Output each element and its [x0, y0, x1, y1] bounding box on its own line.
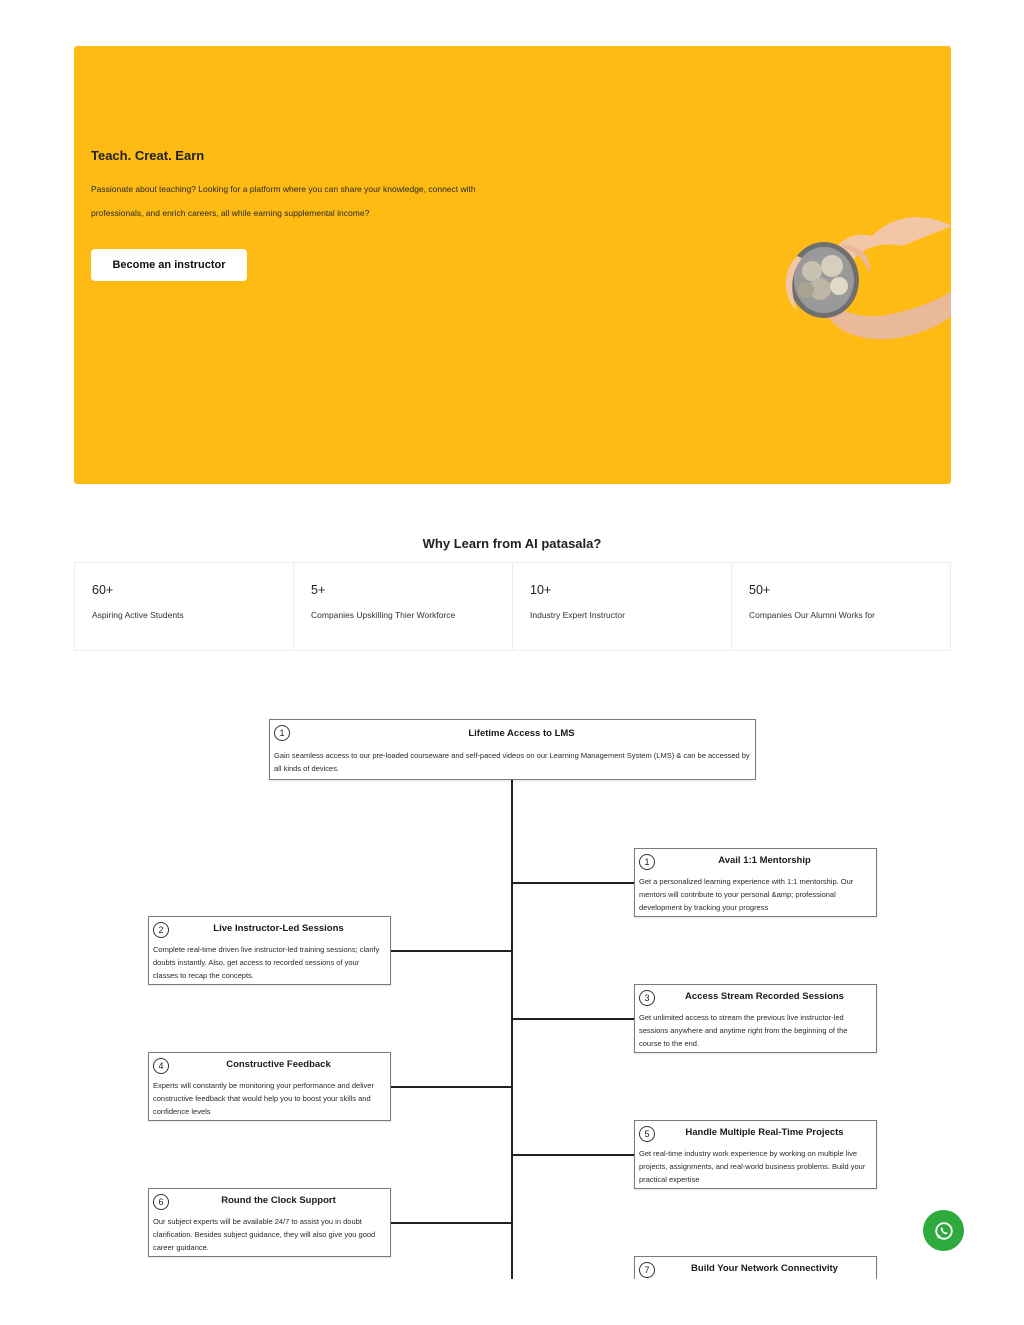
whatsapp-chat-button[interactable]: [923, 1210, 964, 1251]
timeline-connector: [390, 1222, 511, 1224]
timeline-connector: [390, 1086, 511, 1088]
step-number-badge: 6: [153, 1194, 169, 1210]
feature-description: Gain seamless access to our pre-loaded courseware and self-paced videos on our Learning Management System (LMS) & can be accessed by all kinds of devices.: [274, 751, 750, 773]
step-number-badge: 5: [639, 1126, 655, 1142]
step-number-badge: 3: [639, 990, 655, 1006]
feature-title: Handle Multiple Real-Time Projects: [685, 1127, 844, 1138]
timeline-connector: [513, 1154, 634, 1156]
stat-label: Aspiring Active Students: [92, 610, 184, 620]
feature-description: Experts will constantly be monitoring your performance and deliver constructive feedback that would help you to boost your skills and confidence levels: [153, 1081, 374, 1116]
stat-value: 10+: [530, 583, 552, 597]
feature-description: Complete real-time driven live instructor-led training sessions; clarify doubts instantly. Also, get access to recorded sessions of your classes to recap the concepts.: [153, 945, 380, 980]
stats-row: [74, 562, 951, 651]
feature-title: Avail 1:1 Mentorship: [718, 855, 811, 866]
feature-description: Our subject experts will be available 24/7 to assist you in doubt clarification. Besides subject guidance, they will also give you good career guidance.: [153, 1217, 376, 1252]
feature-title: Live Instructor-Led Sessions: [213, 923, 344, 934]
stat-value: 50+: [749, 583, 771, 597]
feature-description: Get unlimited access to stream the previous live instructor-led sessions anywhere and anytime right from the beginning of the course to the end.: [639, 1013, 848, 1048]
stat-label: Companies Our Alumni Works for: [749, 610, 875, 620]
feature-card-support: [148, 1188, 391, 1257]
stat-card: [513, 563, 732, 650]
feature-title: Round the Clock Support: [221, 1195, 336, 1206]
hero-description: Passionate about teaching? Looking for a platform where you can share your knowledge, connect with professionals, and enrich careers, all while earning supplemental income?: [91, 184, 476, 218]
stat-value: 5+: [311, 583, 326, 597]
feature-card-network: [634, 1256, 877, 1279]
stat-card: [732, 563, 950, 650]
feature-card-feedback: [148, 1052, 391, 1121]
feature-card-live-sessions: [148, 916, 391, 985]
step-number-badge: 1: [639, 854, 655, 870]
step-number-badge: 4: [153, 1058, 169, 1074]
feature-title: Lifetime Access to LMS: [468, 728, 575, 739]
whatsapp-icon: [933, 1220, 955, 1242]
timeline-spine: [511, 779, 513, 1279]
stat-label: Companies Upskilling Thier Workforce: [311, 610, 456, 620]
instructor-hero: [74, 46, 951, 484]
feature-description: Get a personalized learning experience with 1:1 mentorship. Our mentors will contribute to your personal &amp; professional development by tracking your progress: [639, 877, 854, 912]
feature-card-recorded-sessions: [634, 984, 877, 1053]
step-number-badge: 1: [274, 725, 290, 741]
stat-card: [294, 563, 513, 650]
feature-card-lms: [269, 719, 756, 780]
feature-title: Access Stream Recorded Sessions: [685, 991, 844, 1002]
timeline-connector: [390, 950, 511, 952]
timeline-connector: [513, 882, 634, 884]
features-timeline: [0, 700, 1024, 1279]
stat-value: 60+: [92, 583, 114, 597]
step-number-badge: 7: [639, 1262, 655, 1278]
stat-label: Industry Expert Instructor: [530, 610, 625, 620]
stat-card: [75, 563, 294, 650]
timeline-connector: [513, 1018, 634, 1020]
feature-title: Build Your Network Connectivity: [691, 1263, 838, 1274]
feature-card-projects: [634, 1120, 877, 1189]
become-instructor-button[interactable]: Become an instructor: [91, 249, 247, 281]
hero-title: Teach. Creat. Earn: [91, 148, 205, 163]
why-learn-title: Why Learn from AI patasala?: [422, 536, 602, 551]
step-number-badge: 2: [153, 922, 169, 938]
feature-title: Constructive Feedback: [226, 1059, 331, 1070]
feature-description: Get real-time industry work experience by working on multiple live projects, assignments, and real-world business problems. Build your practical expertise: [639, 1149, 866, 1184]
feature-card-mentorship: [634, 848, 877, 917]
hands-holding-coins-image: [742, 186, 951, 356]
